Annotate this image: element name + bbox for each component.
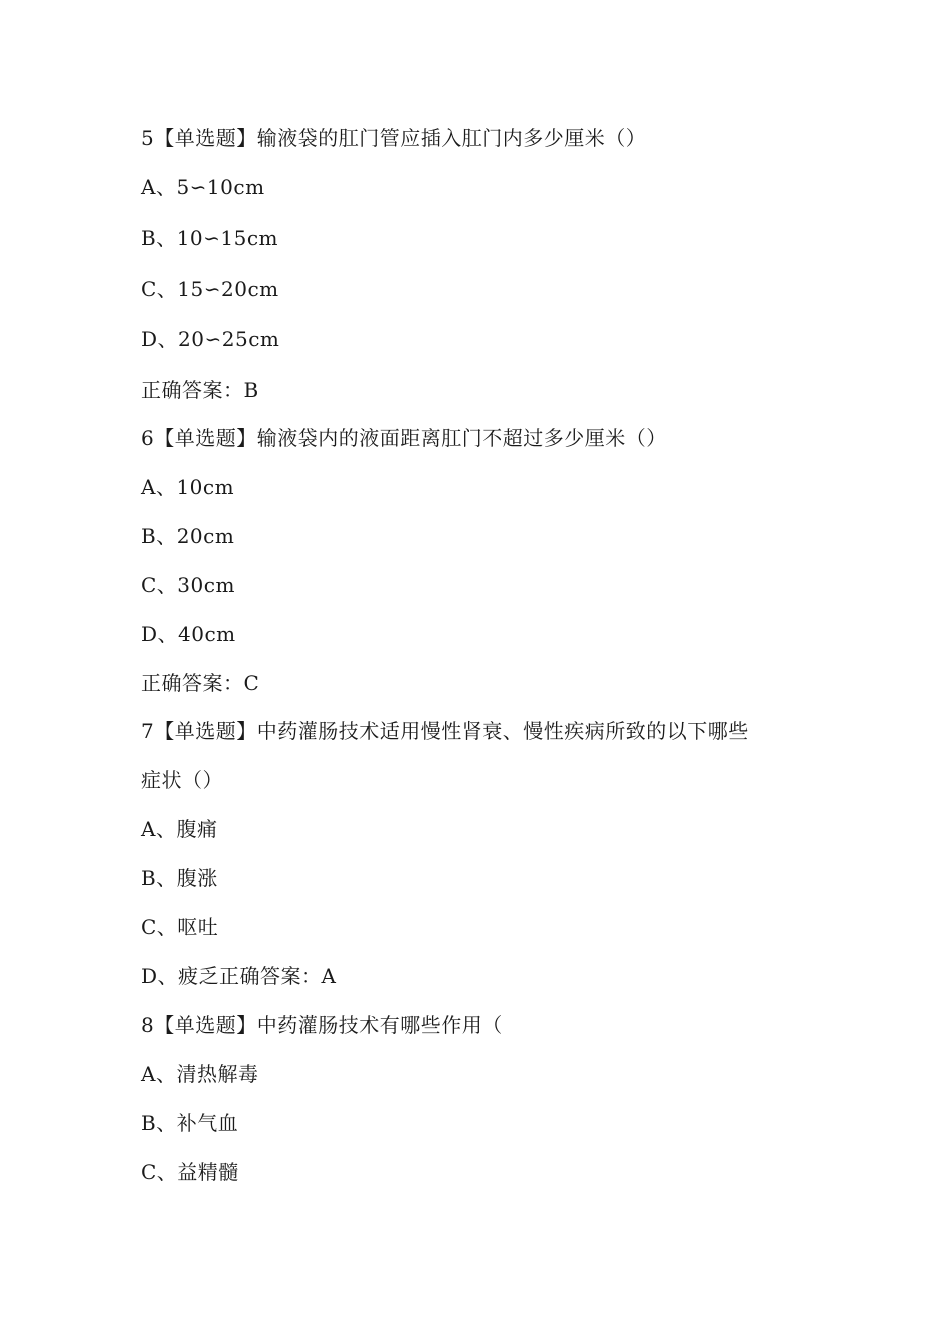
question-7-option-a: A、腹痛 <box>141 817 218 841</box>
question-6-option-a: A、10cm <box>141 475 235 499</box>
question-7-option-c: C、呕吐 <box>141 915 219 939</box>
question-5-option-d: D、20∽25cm <box>141 327 280 351</box>
question-7-option-b: B、腹涨 <box>141 866 218 890</box>
question-7-stem-line-2: 症状（） <box>141 768 223 792</box>
question-5-option-c: C、15∽20cm <box>141 277 279 301</box>
question-6-option-c: C、30cm <box>141 573 235 597</box>
question-6-stem: 6【单选题】输液袋内的液面距离肛门不超过多少厘米（） <box>141 426 667 450</box>
question-5-option-b: B、10∽15cm <box>141 226 279 250</box>
question-8-stem: 8【单选题】中药灌肠技术有哪些作用（ <box>141 1013 503 1037</box>
question-7-stem-line-1: 7【单选题】中药灌肠技术适用慢性肾衰、慢性疾病所致的以下哪些 <box>141 719 749 743</box>
question-8-option-a: A、清热解毒 <box>141 1062 259 1086</box>
question-7-option-d-and-answer: D、疲乏正确答案：A <box>141 964 337 988</box>
question-6-answer: 正确答案：C <box>141 671 260 695</box>
question-5-answer: 正确答案：B <box>141 378 259 402</box>
question-6-option-b: B、20cm <box>141 524 235 548</box>
question-8-option-b: B、补气血 <box>141 1111 239 1135</box>
question-5-stem: 5【单选题】输液袋的肛门管应插入肛门内多少厘米（） <box>141 126 647 150</box>
question-6-option-d: D、40cm <box>141 622 236 646</box>
question-5-option-a: A、5∽10cm <box>141 175 265 199</box>
question-8-option-c: C、益精髓 <box>141 1160 239 1184</box>
